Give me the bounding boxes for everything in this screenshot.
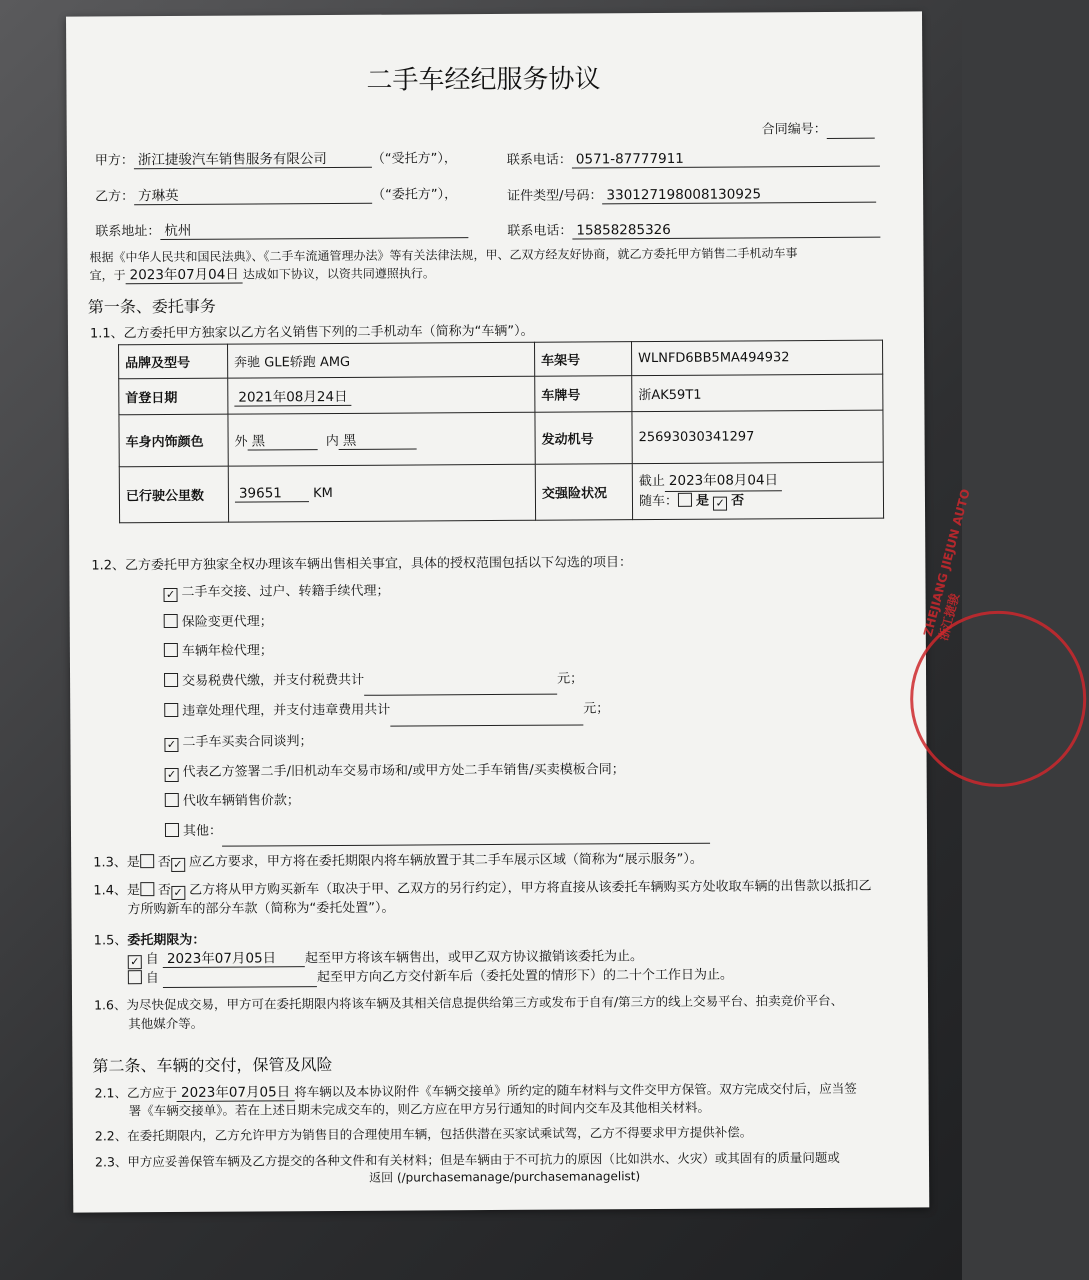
mileage-value: 39651: [235, 485, 309, 502]
clause-1-6: 1.6、为尽快促成交易，甲方可在委托期限内将该车辆及其相关信息提供给第三方或发布于自有/第三方的线上交易平台、拍卖竞价平台、: [94, 992, 844, 1013]
party-a-phone-label: 联系电话：: [506, 152, 572, 168]
reg-date-label: 首登日期: [119, 378, 228, 415]
vin-value: WLNFD6BB5MA494932: [632, 340, 883, 376]
party-a-name: 浙江捷骏汽车销售服务有限公司: [134, 151, 372, 169]
auth-item-checkbox[interactable]: ✓: [164, 588, 178, 602]
auth-item-checkbox[interactable]: [164, 643, 178, 657]
auth-item: 代收车辆销售价款；: [165, 784, 710, 817]
engine-label: 发动机号: [535, 412, 632, 465]
contact-phone: 15858285326: [572, 221, 880, 240]
mileage-label: 已行驶公里数: [119, 466, 228, 523]
plate-value: 浙AK59T1: [632, 374, 883, 412]
party-a-role: （“受托方”），: [371, 151, 457, 167]
auth-item: 其他：: [165, 813, 710, 847]
display-no-checkbox[interactable]: ✓: [171, 858, 185, 872]
with-car-no-checkbox[interactable]: ✓: [713, 497, 727, 511]
auth-item-checkbox[interactable]: [165, 793, 179, 807]
engine-value: 25693030341297: [632, 410, 883, 464]
term-option-2-checkbox[interactable]: [128, 970, 142, 984]
party-a-label: 甲方：: [94, 153, 134, 169]
clause-1-1: 1.1、乙方委托甲方独家以乙方名义销售下列的二手机动车（简称为“车辆”）。: [89, 323, 534, 342]
agreement-date: 2023年07月04日: [126, 267, 243, 285]
party-a-phone: 0571-87777911: [572, 150, 880, 169]
auth-item-checkbox[interactable]: [165, 823, 179, 837]
document-title: 二手车经纪服务协议: [366, 64, 601, 96]
party-a-row: [95, 150, 457, 169]
clause-1-6-cont: 其他媒介等。: [128, 1015, 204, 1032]
contact-address-label: 联系地址：: [95, 224, 161, 240]
intro-line-2: 宜，于 2023年07月04日 达成如下协议，以资共同遵照执行。: [89, 266, 435, 284]
clause-2-1: 2.1、乙方应于 2023年07月05日 将车辆以及本协议附件《车辆交接单》所约定的随车材料与文件交甲方保管。双方完成交付后，应当签: [94, 1080, 857, 1101]
return-link[interactable]: 返回 (/purchasemanage/purchasemanagelist): [369, 1169, 641, 1185]
article-1-heading: 第一条、委托事务: [87, 296, 216, 317]
authorization-list: [163, 575, 710, 848]
delivery-date: 2023年07月05日: [177, 1084, 294, 1102]
article-2-heading: 第二条、车辆的交付，保管及风险: [92, 1055, 333, 1076]
auth-item: 交易税费代缴，并支付税费共计 元；: [164, 663, 709, 697]
brand-label: 品牌及型号: [119, 344, 228, 379]
contact-address-row: [95, 221, 468, 240]
term-option-1-checkbox[interactable]: ✓: [128, 955, 142, 969]
party-b-role: （“委托方”），: [372, 187, 458, 203]
auth-item-checkbox[interactable]: [164, 614, 178, 628]
auth-item-checkbox[interactable]: ✓: [164, 738, 178, 752]
clause-1-5-heading: 1.5、委托期限为：: [93, 932, 206, 949]
reg-date-value: 2021年08月24日: [234, 385, 351, 407]
plate-label: 车牌号: [535, 376, 632, 413]
disposal-yes-checkbox[interactable]: [140, 882, 154, 896]
auth-item-checkbox[interactable]: [164, 673, 178, 687]
party-b-row: [95, 186, 457, 205]
clause-2-3: 2.3、甲方应妥善保管车辆及乙方提交的各种文件和有关材料；但是车辆由于不可抗力的原因（比如洪水、火灾）或其固有的质量问题或: [94, 1149, 840, 1170]
clause-1-4-cont: 方所购新车的部分车款（简称为“委托处置”）。: [127, 900, 395, 918]
with-car-yes-checkbox[interactable]: [678, 493, 692, 507]
disposal-no-checkbox[interactable]: ✓: [171, 886, 185, 900]
clause-1-4: 1.4、是 否 ✓ 乙方将从甲方购买新车（取决于甲、乙双方的另行约定），甲方将直接从该委托车辆购买方处收取车辆的出售款以抵扣乙: [93, 878, 872, 899]
party-b-id: 330127198008130925: [602, 186, 876, 205]
mileage-unit: KM: [313, 485, 333, 502]
term-start-date: 2023年07月05日: [163, 950, 305, 968]
color-label: 车身内饰颜色: [119, 414, 228, 467]
auth-item: ✓ 代表乙方签署二手/旧机动车交易市场和/或甲方处二手车销售/买卖模板合同；: [165, 754, 710, 787]
auth-item: ✓ 二手车买卖合同谈判；: [164, 725, 709, 758]
contract-page: [66, 11, 973, 1212]
brand-value: 奔驰 GLE轿跑 AMG: [228, 342, 535, 378]
seal-text: ZHEJIANG JIEJUN AUTO 浙江捷骏: [920, 487, 973, 642]
vin-label: 车架号: [535, 342, 632, 377]
auth-item: 车辆年检代理；: [164, 634, 709, 667]
contact-phone-label: 联系电话：: [507, 223, 573, 239]
clause-1-5-option-2: 自 起至甲方向乙方交付新车后（委托处置的情形下）的二十个工作日为止。: [128, 967, 733, 989]
company-seal: [910, 487, 1087, 787]
contract-number-label: 合同编号：: [762, 122, 875, 140]
auth-item: ✓ 二手车交接、过户、转籍手续代理；: [163, 575, 708, 608]
party-a-phone-row: [507, 150, 880, 169]
insurance-date: 2023年08月04日: [665, 470, 782, 492]
clause-1-5-option-1: ✓ 自 2023年07月05日 起至甲方将该车辆售出，或甲乙双方协议撤销该委托为止。: [128, 948, 643, 969]
vehicle-info-table: 品牌及型号 奔驰 GLE轿跑 AMG 车架号 WLNFD6BB5MA494932 首登日期 2021年08月24日 车牌号 浙AK59T1 车身内饰颜色 外 黑 内 黑 发动机号 25693030341297 已行驶公里数 39651 KM 交强险状况 截止 2023年08月04日 随车： 是 ✓ 否: [118, 340, 884, 524]
clause-2-2: 2.2、在委托期限内，乙方允许甲方为销售目的合理使用车辆，包括供潜在买家试乘试驾，乙方不得要求甲方提供补偿。: [94, 1124, 753, 1144]
auth-item-checkbox[interactable]: ✓: [165, 768, 179, 782]
intro-line-1: 根据《中华人民共和国民法典》、《二手车流通管理办法》等有关法律法规，甲、乙双方经友好协商，就乙方委托甲方销售二手机动车事: [89, 246, 798, 265]
auth-item-checkbox[interactable]: [164, 703, 178, 717]
party-b-id-row: [507, 186, 876, 205]
clause-2-1-cont: 署《车辆交接单》。若在上述日期未完成交车的，则乙方应在甲方另行通知的时间内交车及其他相关材料。: [128, 1099, 710, 1119]
interior-color: 黑: [339, 428, 417, 449]
exterior-color: 黑: [248, 429, 318, 450]
party-b-id-label: 证件类型/号码：: [507, 188, 603, 204]
insurance-label: 交强险状况: [535, 464, 632, 521]
clause-1-2: 1.2、乙方委托甲方独家全权办理该车辆出售相关事宜，具体的授权范围包括以下勾选的项目：: [91, 555, 633, 574]
contact-phone-row: [507, 221, 880, 240]
auth-item: 违章处理代理，并支付违章费用共计 元；: [164, 694, 709, 728]
display-yes-checkbox[interactable]: [140, 854, 154, 868]
party-b-label: 乙方：: [95, 189, 135, 205]
party-b-name: 方琳英: [134, 187, 372, 205]
clause-1-3: 1.3、是 否 ✓ 应乙方要求，甲方将在委托期限内将车辆放置于其二手车展示区域（简称为“展示服务”）。: [93, 851, 703, 871]
contact-address: 杭州: [160, 221, 468, 240]
auth-item: 保险变更代理；: [164, 604, 709, 637]
